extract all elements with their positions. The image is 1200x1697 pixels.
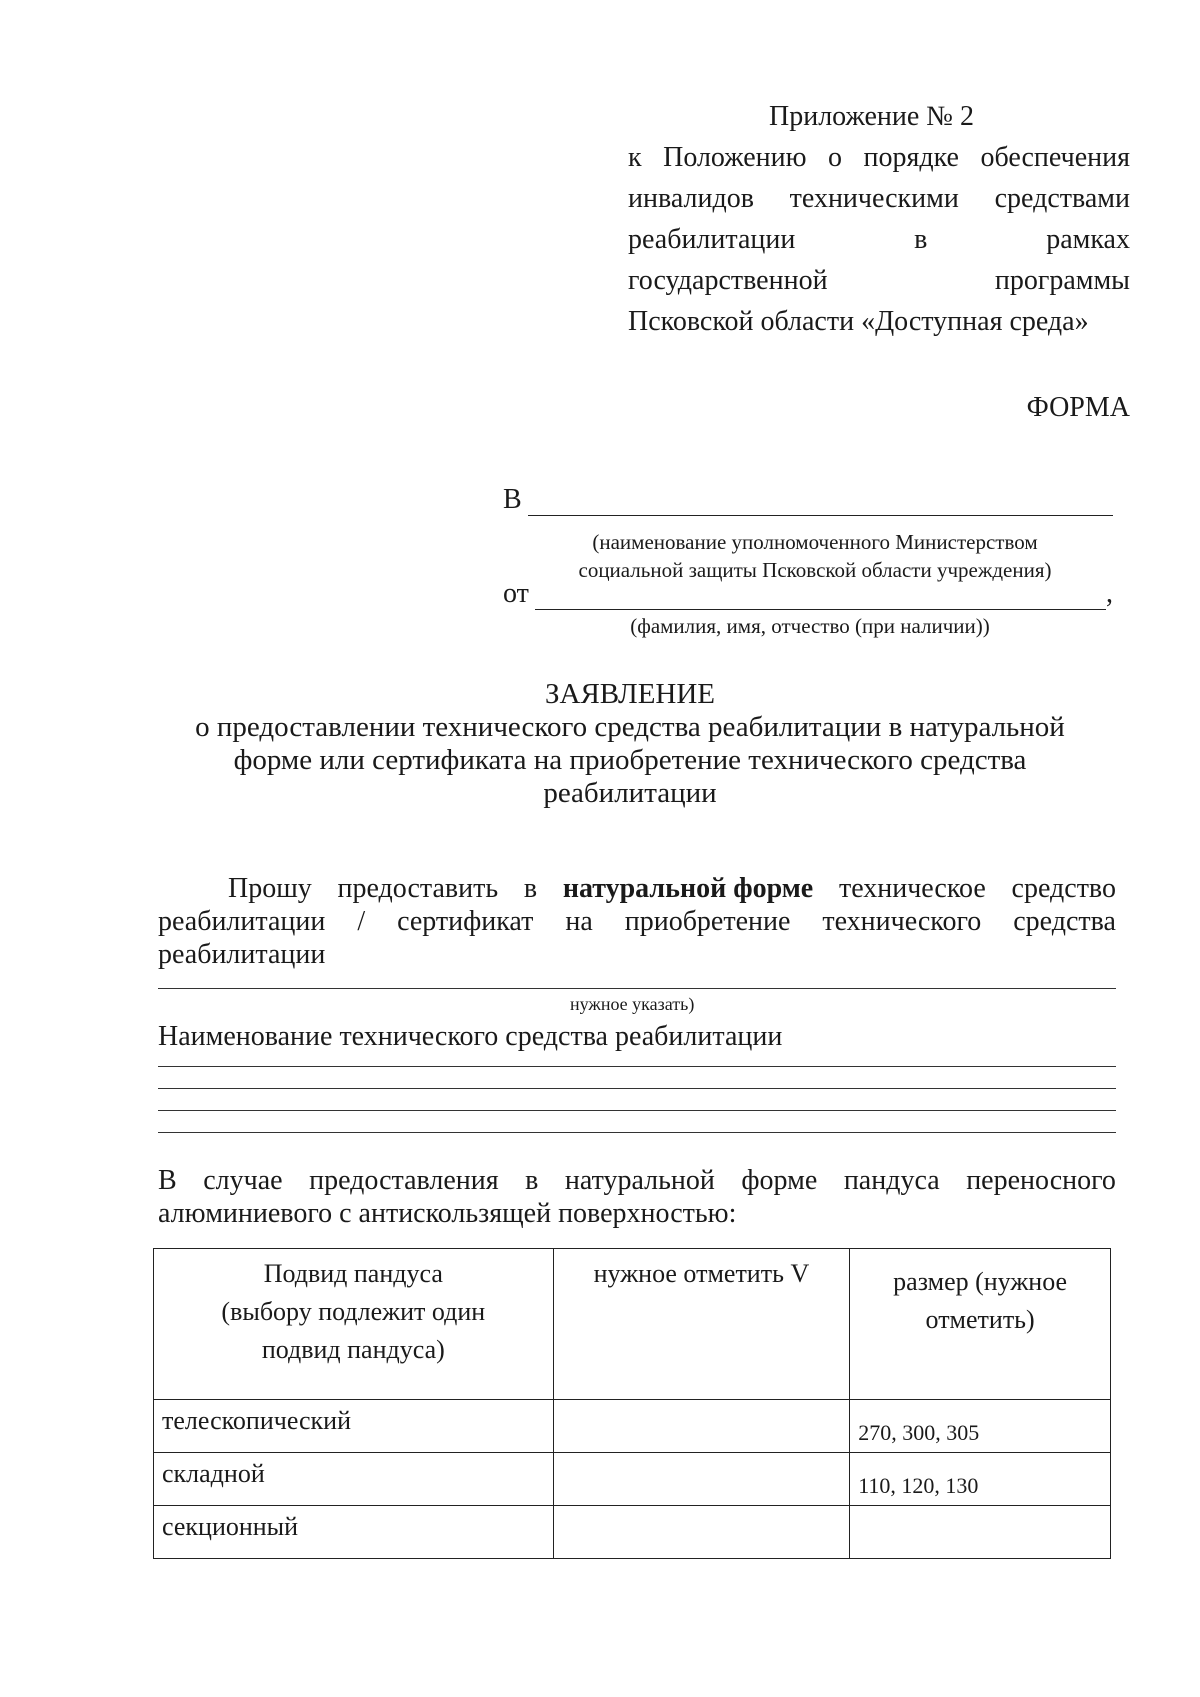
word: случае [203,1165,283,1196]
word: предоставления [309,1165,499,1196]
addressee-to-line [503,484,1113,516]
addressee-from-line [503,578,1113,610]
header-subtype-line-3: подвид пандуса) [261,1335,445,1364]
table-row [154,1453,1111,1506]
row-mark-cell[interactable] [553,1506,850,1559]
word: Положению [663,142,807,173]
row-mark-cell[interactable] [553,1453,850,1506]
from-prefix: от [503,578,529,609]
row-size: 270, 300, 305 [850,1400,1111,1453]
header-size-line-2: отметить) [925,1305,1035,1334]
word: / [357,906,366,937]
form-label: ФОРМА [1026,392,1130,423]
title-line-3: реабилитации [543,777,717,809]
header-size [850,1249,1111,1400]
table-header-row [154,1249,1111,1400]
header-subtype [154,1249,554,1400]
device-name-label: Наименование технического средства реабилитации [158,1021,783,1052]
title-line-1: о предоставлении технического средства реабилитации в натуральной [195,711,1065,743]
word: в [523,873,538,904]
word: государственной [628,265,828,296]
word: порядке [863,142,959,173]
table-row [154,1506,1111,1559]
emphasis-natural-form: натуральной форме [562,873,814,904]
ramp-intro [158,1164,1116,1230]
word: переносного [966,1165,1116,1196]
title-line-2: форме или сертификата на приобретение технического средства [233,744,1027,776]
word: средства [1013,906,1116,937]
word: реабилитации [158,906,326,937]
header-subtype-line-1: Подвид пандуса [263,1259,443,1288]
from-caption: (фамилия, имя, отчество (при наличии)) [630,614,990,638]
word: техническое [838,873,986,904]
ramp-subtype-table [153,1248,1111,1559]
request-fill-line[interactable] [158,988,1116,989]
word: Прошу [228,873,312,904]
word: предоставить [337,873,499,904]
row-subtype: телескопический [154,1400,554,1453]
word: в [914,224,928,255]
word: в [525,1165,539,1196]
appendix-line-5: Псковской области «Доступная среда» [628,306,1089,337]
row-subtype: складной [154,1453,554,1506]
word: натуральной [564,1165,715,1196]
to-caption [520,528,1110,584]
header-subtype-line-2: (выбору подлежит один [221,1297,486,1326]
word: средство [1011,873,1116,904]
request-paragraph [158,872,1116,971]
appendix-number: Приложение № 2 [769,101,974,132]
device-name-line-1[interactable] [158,1066,1116,1067]
word: на [565,906,593,937]
word: инвалидов [628,183,754,214]
to-caption-line-2: социальной защиты Псковской области учреждения) [578,558,1052,582]
appendix-line-1 [628,137,1130,178]
appendix-block [628,96,1130,342]
appendix-line-2 [628,178,1130,219]
to-prefix: В [503,484,522,515]
ramp-intro-line-2: алюминиевого с антискользящей поверхностью: [158,1198,737,1229]
table-row [154,1400,1111,1453]
word: обеспечения [980,142,1130,173]
statement-title [150,678,1110,810]
word: о [828,142,843,173]
row-subtype: секционный [154,1506,554,1559]
to-blank-line[interactable] [528,491,1113,516]
ramp-intro-line-1 [158,1164,1116,1197]
to-caption-line-1: (наименование уполномоченного Министерством [592,530,1038,554]
device-name-line-3[interactable] [158,1110,1116,1111]
from-suffix: , [1106,578,1113,609]
header-mark-text: нужное отметить V [593,1259,810,1288]
request-line-3: реабилитации [158,939,326,970]
word: программы [994,265,1130,296]
appendix-line-3 [628,219,1130,260]
title-heading: ЗАЯВЛЕНИЕ [544,678,716,710]
word: В [158,1165,177,1196]
word: сертификат [397,906,534,937]
request-note: нужное указать) [570,994,695,1014]
device-name-line-2[interactable] [158,1088,1116,1089]
word: рамках [1046,224,1130,255]
row-size [850,1506,1111,1559]
appendix-line-4 [628,260,1130,301]
row-mark-cell[interactable] [553,1400,850,1453]
word: средствами [994,183,1130,214]
request-line-2 [158,905,1116,938]
word: приобретение [624,906,791,937]
device-name-line-4[interactable] [158,1132,1116,1133]
word: пандуса [843,1165,940,1196]
header-mark [553,1249,850,1400]
row-size: 110, 120, 130 [850,1453,1111,1506]
from-blank-line[interactable] [535,585,1106,610]
word: технического [822,906,982,937]
word: техническими [789,183,959,214]
word: реабилитации [628,224,796,255]
header-size-line-1: размер (нужное [893,1267,1068,1296]
request-line-1 [158,872,1116,905]
word: к [628,142,642,173]
word: форме [741,1165,818,1196]
